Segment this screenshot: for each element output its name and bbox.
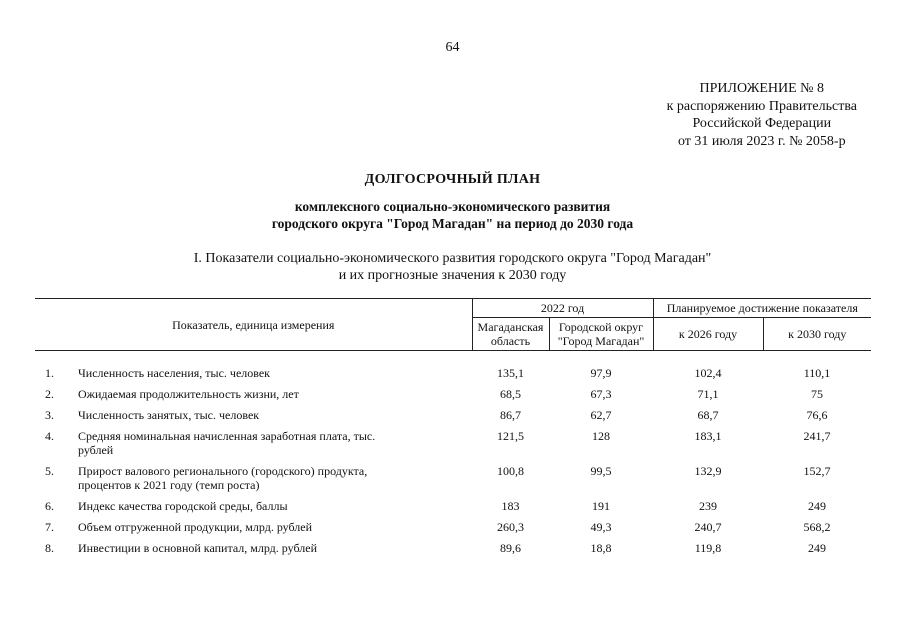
appendix-header [667, 80, 857, 150]
indicators-table [35, 298, 871, 557]
table-row [35, 494, 871, 515]
indicator-cell [35, 515, 472, 536]
subtitle-line: комплексного социально-экономического развития [294, 199, 611, 214]
value-2030: 110,1 [803, 366, 831, 380]
city-value: 18,8 [590, 541, 612, 555]
indicator-cell [35, 382, 472, 403]
table-row [35, 515, 871, 536]
table-row [35, 382, 871, 403]
value-2030: 568,2 [803, 520, 831, 534]
document-title: ДОЛГОСРОЧНЫЙ ПЛАН [364, 172, 541, 187]
indicator-name: Прирост валового регионального (городского) продукта, процентов к 2021 году (темп роста) [78, 464, 368, 492]
row-number: 1. [45, 366, 54, 380]
subtitle-line: городского округа "Город Магадан" на период до 2030 года [271, 216, 634, 231]
indicator-cell [35, 361, 472, 382]
city-value: 99,5 [590, 464, 612, 478]
section-title-line: и их прогнозные значения к 2030 году [338, 268, 567, 283]
subheader-2026: к 2026 году [653, 318, 763, 351]
row-number: 7. [45, 520, 54, 534]
section-title-line: I. Показатели социально-экономического развития городского округа "Город Магадан" [193, 251, 712, 266]
value-2030: 249 [808, 541, 827, 555]
subheader-city [549, 318, 653, 351]
value-2026: 240,7 [694, 520, 722, 534]
row-number: 5. [45, 464, 54, 478]
row-number: 3. [45, 408, 54, 422]
indicator-name: Средняя номинальная начисленная заработная плата, тыс. рублей [78, 429, 376, 457]
subheader-city-line: Городской округ [558, 320, 644, 334]
page-number: 64 [445, 40, 460, 55]
subheader-2030: к 2030 году [763, 318, 871, 351]
value-2030: 76,6 [806, 408, 828, 422]
row-number: 2. [45, 387, 54, 401]
indicator-name: Численность населения, тыс. человек [78, 366, 271, 380]
appendix-line: ПРИЛОЖЕНИЕ № 8 [699, 81, 825, 96]
value-2026: 119,8 [694, 541, 722, 555]
header-indicator: Показатель, единица измерения [35, 299, 472, 351]
appendix-line: к распоряжению Правительства [666, 98, 857, 114]
subheader-region [472, 318, 549, 351]
region-value: 121,5 [497, 429, 524, 443]
value-2030: 241,7 [803, 429, 831, 443]
appendix-line: от 31 июля 2023 г. № 2058-р [677, 133, 846, 149]
value-2026: 102,4 [694, 366, 722, 380]
indicator-cell [35, 494, 472, 515]
appendix-line: Российской Федерации [692, 116, 832, 131]
city-value: 62,7 [590, 408, 612, 422]
subheader-city-line: "Город Магадан" [557, 334, 645, 348]
value-2026: 68,7 [697, 408, 719, 422]
indicator-name: Индекс качества городской среды, баллы [78, 499, 288, 513]
table-header-row [35, 299, 871, 318]
indicator-name: Инвестиции в основной капитал, млрд. рублей [78, 541, 318, 555]
section-title [0, 250, 905, 284]
row-number: 4. [45, 429, 54, 443]
value-2030: 249 [808, 499, 827, 513]
indicator-name: Численность занятых, тыс. человек [78, 408, 260, 422]
indicator-cell [35, 536, 472, 557]
value-2030: 75 [811, 387, 824, 401]
indicator-name: Ожидаемая продолжительность жизни, лет [78, 387, 299, 401]
indicator-cell [35, 459, 472, 494]
table-body [35, 351, 871, 558]
indicator-cell [35, 424, 472, 459]
city-value: 128 [592, 429, 610, 443]
indicator-cell [35, 403, 472, 424]
region-value: 183 [501, 499, 520, 513]
header-year: 2022 год [472, 299, 653, 318]
subheader-region-line: область [490, 334, 531, 348]
region-value: 68,5 [500, 387, 521, 401]
region-value: 135,1 [497, 366, 524, 380]
table-row [35, 403, 871, 424]
table-spacer [35, 351, 871, 362]
table-row [35, 361, 871, 382]
table-row [35, 536, 871, 557]
region-value: 260,3 [497, 520, 524, 534]
value-2026: 71,1 [697, 387, 719, 401]
city-value: 97,9 [590, 366, 612, 380]
header-plan: Планируемое достижение показателя [653, 299, 871, 318]
city-value: 49,3 [590, 520, 612, 534]
region-value: 86,7 [500, 408, 521, 422]
value-2026: 132,9 [694, 464, 722, 478]
region-value: 100,8 [497, 464, 524, 478]
indicator-name: Объем отгруженной продукции, млрд. рублей [78, 520, 313, 534]
region-value: 89,6 [500, 541, 521, 555]
city-value: 67,3 [590, 387, 612, 401]
row-number: 8. [45, 541, 54, 555]
table-row [35, 424, 871, 459]
row-number: 6. [45, 499, 54, 513]
city-value: 191 [592, 499, 610, 513]
document-subtitle [0, 198, 905, 232]
value-2026: 239 [699, 499, 718, 513]
value-2026: 183,1 [694, 429, 722, 443]
spacer-cell [35, 351, 871, 362]
table-row [35, 459, 871, 494]
value-2030: 152,7 [803, 464, 831, 478]
subheader-region-line: Магаданская [477, 320, 544, 334]
